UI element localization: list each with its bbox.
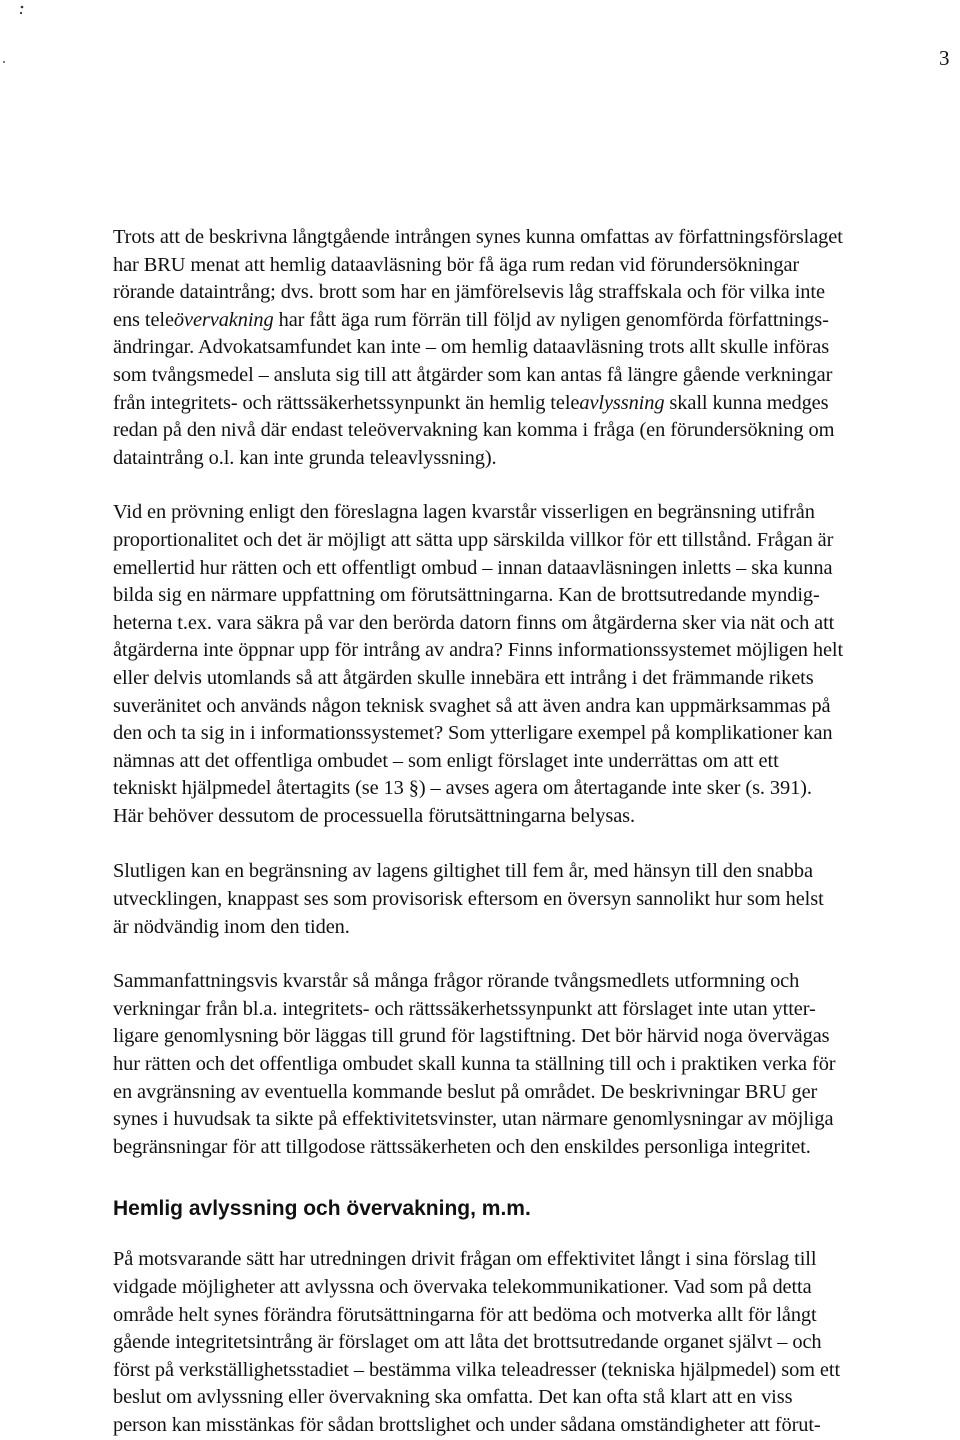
text-run: ens tele [113,308,174,331]
text-line: redan på den nivå där endast teleövervakning kan komma i fråga (en förundersökning om [113,419,835,442]
paragraph-proportionality: Vid en prövning enligt den föreslagna lagen kvarstår visserligen en begränsning utifrån proportionalitet och det är möjligt att sätta upp särskilda villkor för ett tillstånd. Frågan är emellertid hur rätten och ett offentligt ombud – innan dataavläsningen inletts – ska kunna bilda sig en närmare uppfattning om förutsättningarna. Kan de brottsutredande myndig- heterna t.ex. vara säkra på var den berörda datorn finns om åtgärderna sker via nät och att åtgärderna inte öppnar upp för intrång av andra? Finns informationssystemet möjligen helt eller delvis utomlands så att åtgärden skulle innebära ett intrång i det främmande rikets suveränitet och används någon teknisk svaghet så att även andra kan uppmärksammas på den och ta sig in i informationssystemet? Som ytterligare exempel på komplikationer kan nämnas att det offentliga ombudet – som enligt förslaget inte underrättas om att ett tekniskt hjälpmedel återtagits (se 13 §) – avses agera om återtagande inte sker (s. 391). Här behöver dessutom de processuella förutsättningarna belysas. [113,501,844,827]
scan-specks [0,0,30,80]
scan-speck [20,12,22,14]
text-line [113,390,960,418]
section-heading: Hemlig avlyssning och övervakning, m.m. [113,1197,531,1221]
text-run: har fått äga rum förrän till följd av nyligen genomförda författnings- [273,308,829,331]
document-body [113,224,960,1440]
text-line: ändringar. Advokatsamfundet kan inte – om hemlig dataavläsning trots allt skulle införas [113,336,830,359]
paragraph-telecom-surveillance: På motsvarande sätt har utredningen drivit frågan om effektivitet långt i sina förslag till vidgade möjligheter att avlyssna och övervaka telekommunikationer. Vad som på detta område helt synes förändra förutsättningarna för att bedöma och motverka allt för långt gående integritetsintrång är förslaget om att låta det brottsutredande organet självt – och först på verkställighetsstadiet – bestämma vilka teleadresser (tekniska hjälpmedel) som ett beslut om avlyssning eller övervakning ska omfatta. Det kan ofta stå klart att en viss person kan misstänkas för sådan brottslighet och under sådana omständigheter att förut- [113,1248,841,1436]
paragraph-data-intrusion [113,224,960,472]
scan-speck [21,6,24,9]
text-line: dataintrång o.l. kan inte grunda teleavlyssning). [113,446,497,469]
paragraph-summary: Sammanfattningsvis kvarstår så många frågor rörande tvångsmedlets utformning och verkningar från bl.a. integritets- och rättssäkerhetssynpunkt att förslaget inte utan ytter- ligare genomlysning bör läggas till grund för lagstiftning. Det bör härvid noga övervägas hur rätten och det offentliga ombudet skall kunna ta ställning till och i praktiken verka för en avgränsning av eventuella kommande beslut på området. De beskrivningar BRU ger synes i huvudsak ta sikte på effektivitetsvinster, utan närmare genomlysningar av möjliga begränsningar för att tillgodose rättssäkerheten och den enskildes personliga integritet. [113,970,836,1158]
text-line: Trots att de beskrivna långtgående intrången synes kunna omfattas av författningsförslaget [113,226,843,248]
text-line: har BRU menat att hemlig dataavläsning bör få äga rum redan vid förundersökningar [113,253,800,276]
text-run: från integritets- och rättssäkerhetssynpunkt än hemlig tele [113,391,580,414]
scan-speck [3,61,5,63]
page-number: 3 [939,46,950,70]
italic-term: övervakning [173,308,274,331]
paragraph-time-limit: Slutligen kan en begränsning av lagens giltighet till fem år, med hänsyn till den snabba utvecklingen, knappast ses som provisorisk eftersom en översyn sannolikt hur som helst är nödvändig inom den tiden. [113,860,824,938]
text-line: som tvångsmedel – ansluta sig till att åtgärder som kan antas få längre gående verkningar [113,363,833,386]
text-run: skall kunna medges [664,391,829,414]
italic-term: avlyssning [579,391,665,414]
text-line [113,307,960,335]
text-line: rörande dataintrång; dvs. brott som har en jämförelsevis låg straffskala och för vilka inte [113,281,825,304]
